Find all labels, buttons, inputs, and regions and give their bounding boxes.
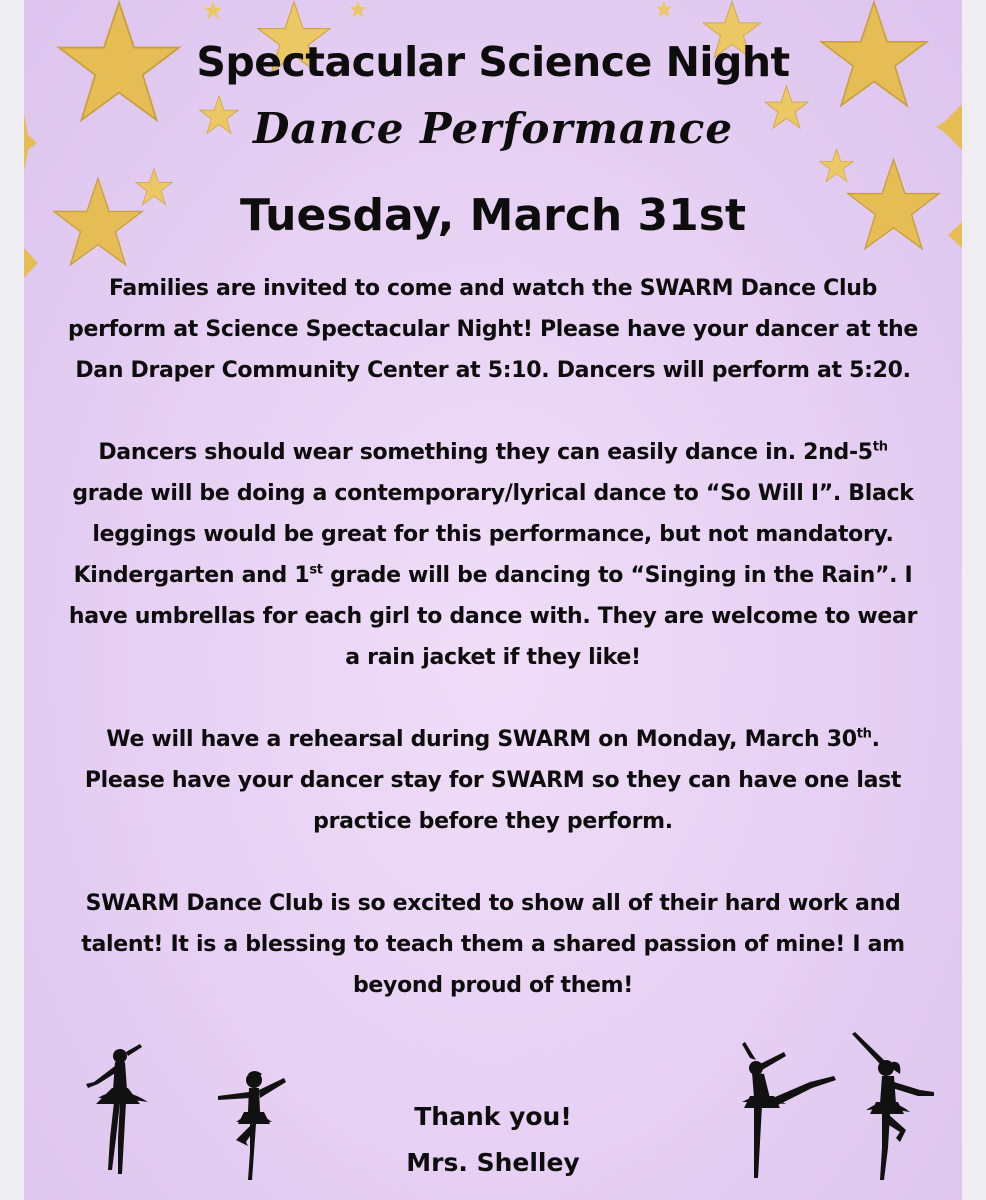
superscript: th — [872, 439, 888, 455]
paragraph-invitation: Families are invited to come and watch the SWARM Dance Club perform at Science Spectacular Night! Please have your dancer at the Dan Draper Community Center at 5:10. Dancers will perform at 5:20. — [68, 276, 918, 383]
star-icon — [342, 0, 374, 18]
title-line-1: Spectacular Science Night — [196, 38, 790, 86]
title-line-2: Dance Performance — [252, 104, 734, 153]
attire-text-c: grade will be dancing to “Singing in the Rain”. I have umbrellas for each girl to dance with. They are welcome to wear a rain jacket if they like! — [68, 563, 918, 670]
attire-text-b: grade will be doing a contemporary/lyrical dance to “So Will I”. Black leggings would be great for this performance, but not mandatory. Kindergarten and 1 — [72, 481, 914, 588]
flyer-page — [24, 0, 962, 1200]
rehearsal-text-b: . Please have your dancer stay for SWARM so they can have one last practice before they perform. — [84, 727, 902, 834]
ballerina-silhouette-icon — [842, 1030, 938, 1184]
signature-name: Mrs. Shelley — [406, 1148, 580, 1177]
paragraph-rehearsal — [64, 719, 922, 842]
event-date: Tuesday, March 31st — [239, 190, 747, 241]
thanks-line: Thank you! — [414, 1102, 572, 1131]
paragraph-attire — [64, 432, 922, 678]
ballerina-silhouette-icon — [214, 1068, 290, 1184]
rehearsal-text-a: We will have a rehearsal during SWARM on Monday, March 30 — [106, 727, 857, 752]
superscript: th — [856, 726, 872, 742]
ballerina-silhouette-icon — [714, 1042, 838, 1182]
flyer-body — [64, 268, 922, 1047]
star-icon — [644, 0, 684, 18]
attire-text-a: Dancers should wear something they can easily dance in. 2nd-5 — [98, 440, 873, 465]
superscript: st — [309, 562, 323, 578]
star-icon — [199, 0, 227, 20]
paragraph-closing: SWARM Dance Club is so excited to show all of their hard work and talent! It is a blessing to teach them a shared passion of mine! I am beyond proud of them! — [81, 891, 905, 998]
ballerina-silhouette-icon — [82, 1042, 154, 1182]
star-icon — [24, 248, 38, 278]
